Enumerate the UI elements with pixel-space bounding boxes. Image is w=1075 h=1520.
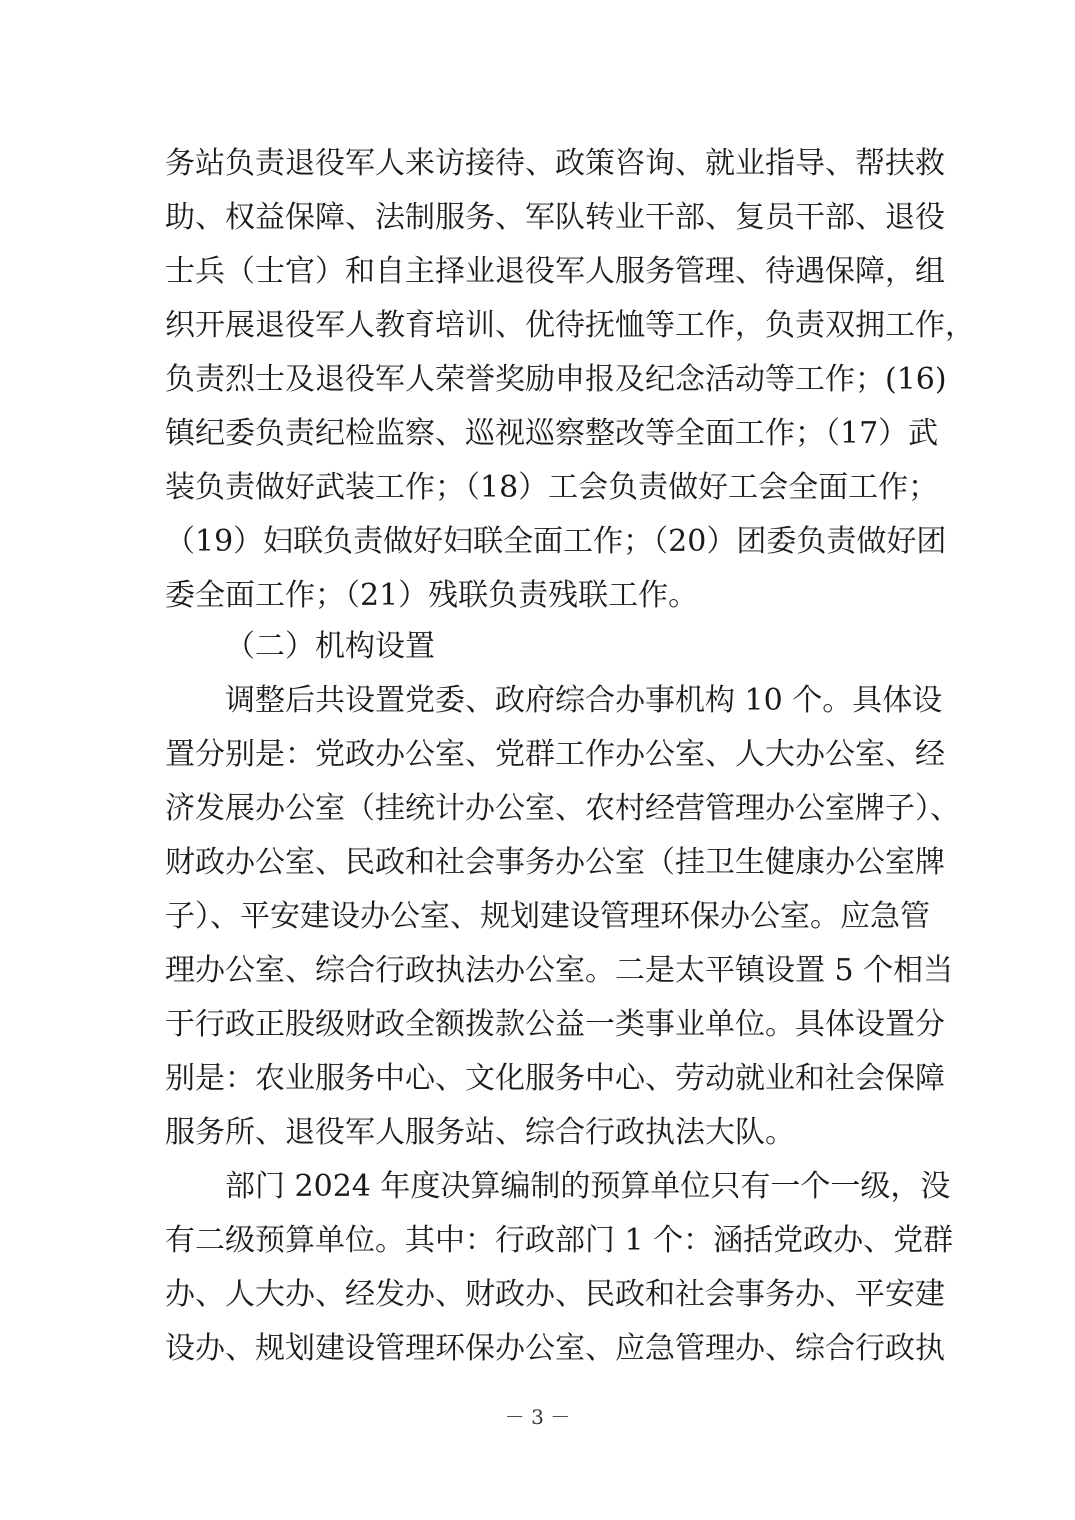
paragraph-line: 部门 2024 年度决算编制的预算单位只有一个一级，没 — [225, 1169, 951, 1204]
paragraph-line: （19）妇联负责做好妇联全面工作；（20）团委负责做好团 — [165, 524, 947, 559]
page-number: － 3 － — [504, 1405, 571, 1429]
paragraph-line: 财政办公室、民政和社会事务办公室（挂卫生健康办公室牌 — [165, 845, 945, 880]
paragraph-line: 有二级预算单位。其中：行政部门 1 个：涵括党政办、党群 — [165, 1223, 954, 1258]
paragraph-line: 士兵（士官）和自主择业退役军人服务管理、待遇保障，组 — [165, 254, 945, 289]
paragraph-line: 委全面工作；（21）残联负责残联工作。 — [165, 578, 699, 613]
paragraph-line: 装负责做好武装工作；（18）工会负责做好工会全面工作； — [165, 470, 939, 505]
paragraph-line: 设办、规划建设管理环保办公室、应急管理办、综合行政执 — [165, 1331, 945, 1366]
paragraph-line: 织开展退役军人教育培训、优待抚恤等工作，负责双拥工作， — [165, 308, 975, 343]
paragraph-line: 务站负责退役军人来访接待、政策咨询、就业指导、帮扶救 — [165, 146, 945, 181]
paragraph-line: 子）、平安建设办公室、规划建设管理环保办公室。应急管 — [165, 899, 930, 934]
section-heading: （二）机构设置 — [225, 629, 435, 664]
paragraph-line: 服务所、退役军人服务站、综合行政执法大队。 — [165, 1115, 795, 1150]
paragraph-line: 调整后共设置党委、政府综合办事机构 10 个。具体设 — [225, 683, 943, 718]
paragraph-line: 别是：农业服务中心、文化服务中心、劳动就业和社会保障 — [165, 1061, 945, 1096]
paragraph-line: 理办公室、综合行政执法办公室。二是太平镇设置 5 个相当 — [165, 953, 954, 988]
paragraph-line: 办、人大办、经发办、财政办、民政和社会事务办、平安建 — [165, 1277, 945, 1312]
paragraph-line: 济发展办公室（挂统计办公室、农村经营管理办公室牌子）、 — [165, 791, 960, 826]
paragraph-line: 于行政正股级财政全额拨款公益一类事业单位。具体设置分 — [165, 1007, 945, 1042]
paragraph-line: 负责烈士及退役军人荣誉奖励申报及纪念活动等工作；(16) — [165, 362, 947, 397]
paragraph-line: 助、权益保障、法制服务、军队转业干部、复员干部、退役 — [165, 200, 945, 235]
paragraph-line: 镇纪委负责纪检监察、巡视巡察整改等全面工作；（17）武 — [165, 416, 939, 451]
paragraph-line: 置分别是：党政办公室、党群工作办公室、人大办公室、经 — [165, 737, 945, 772]
